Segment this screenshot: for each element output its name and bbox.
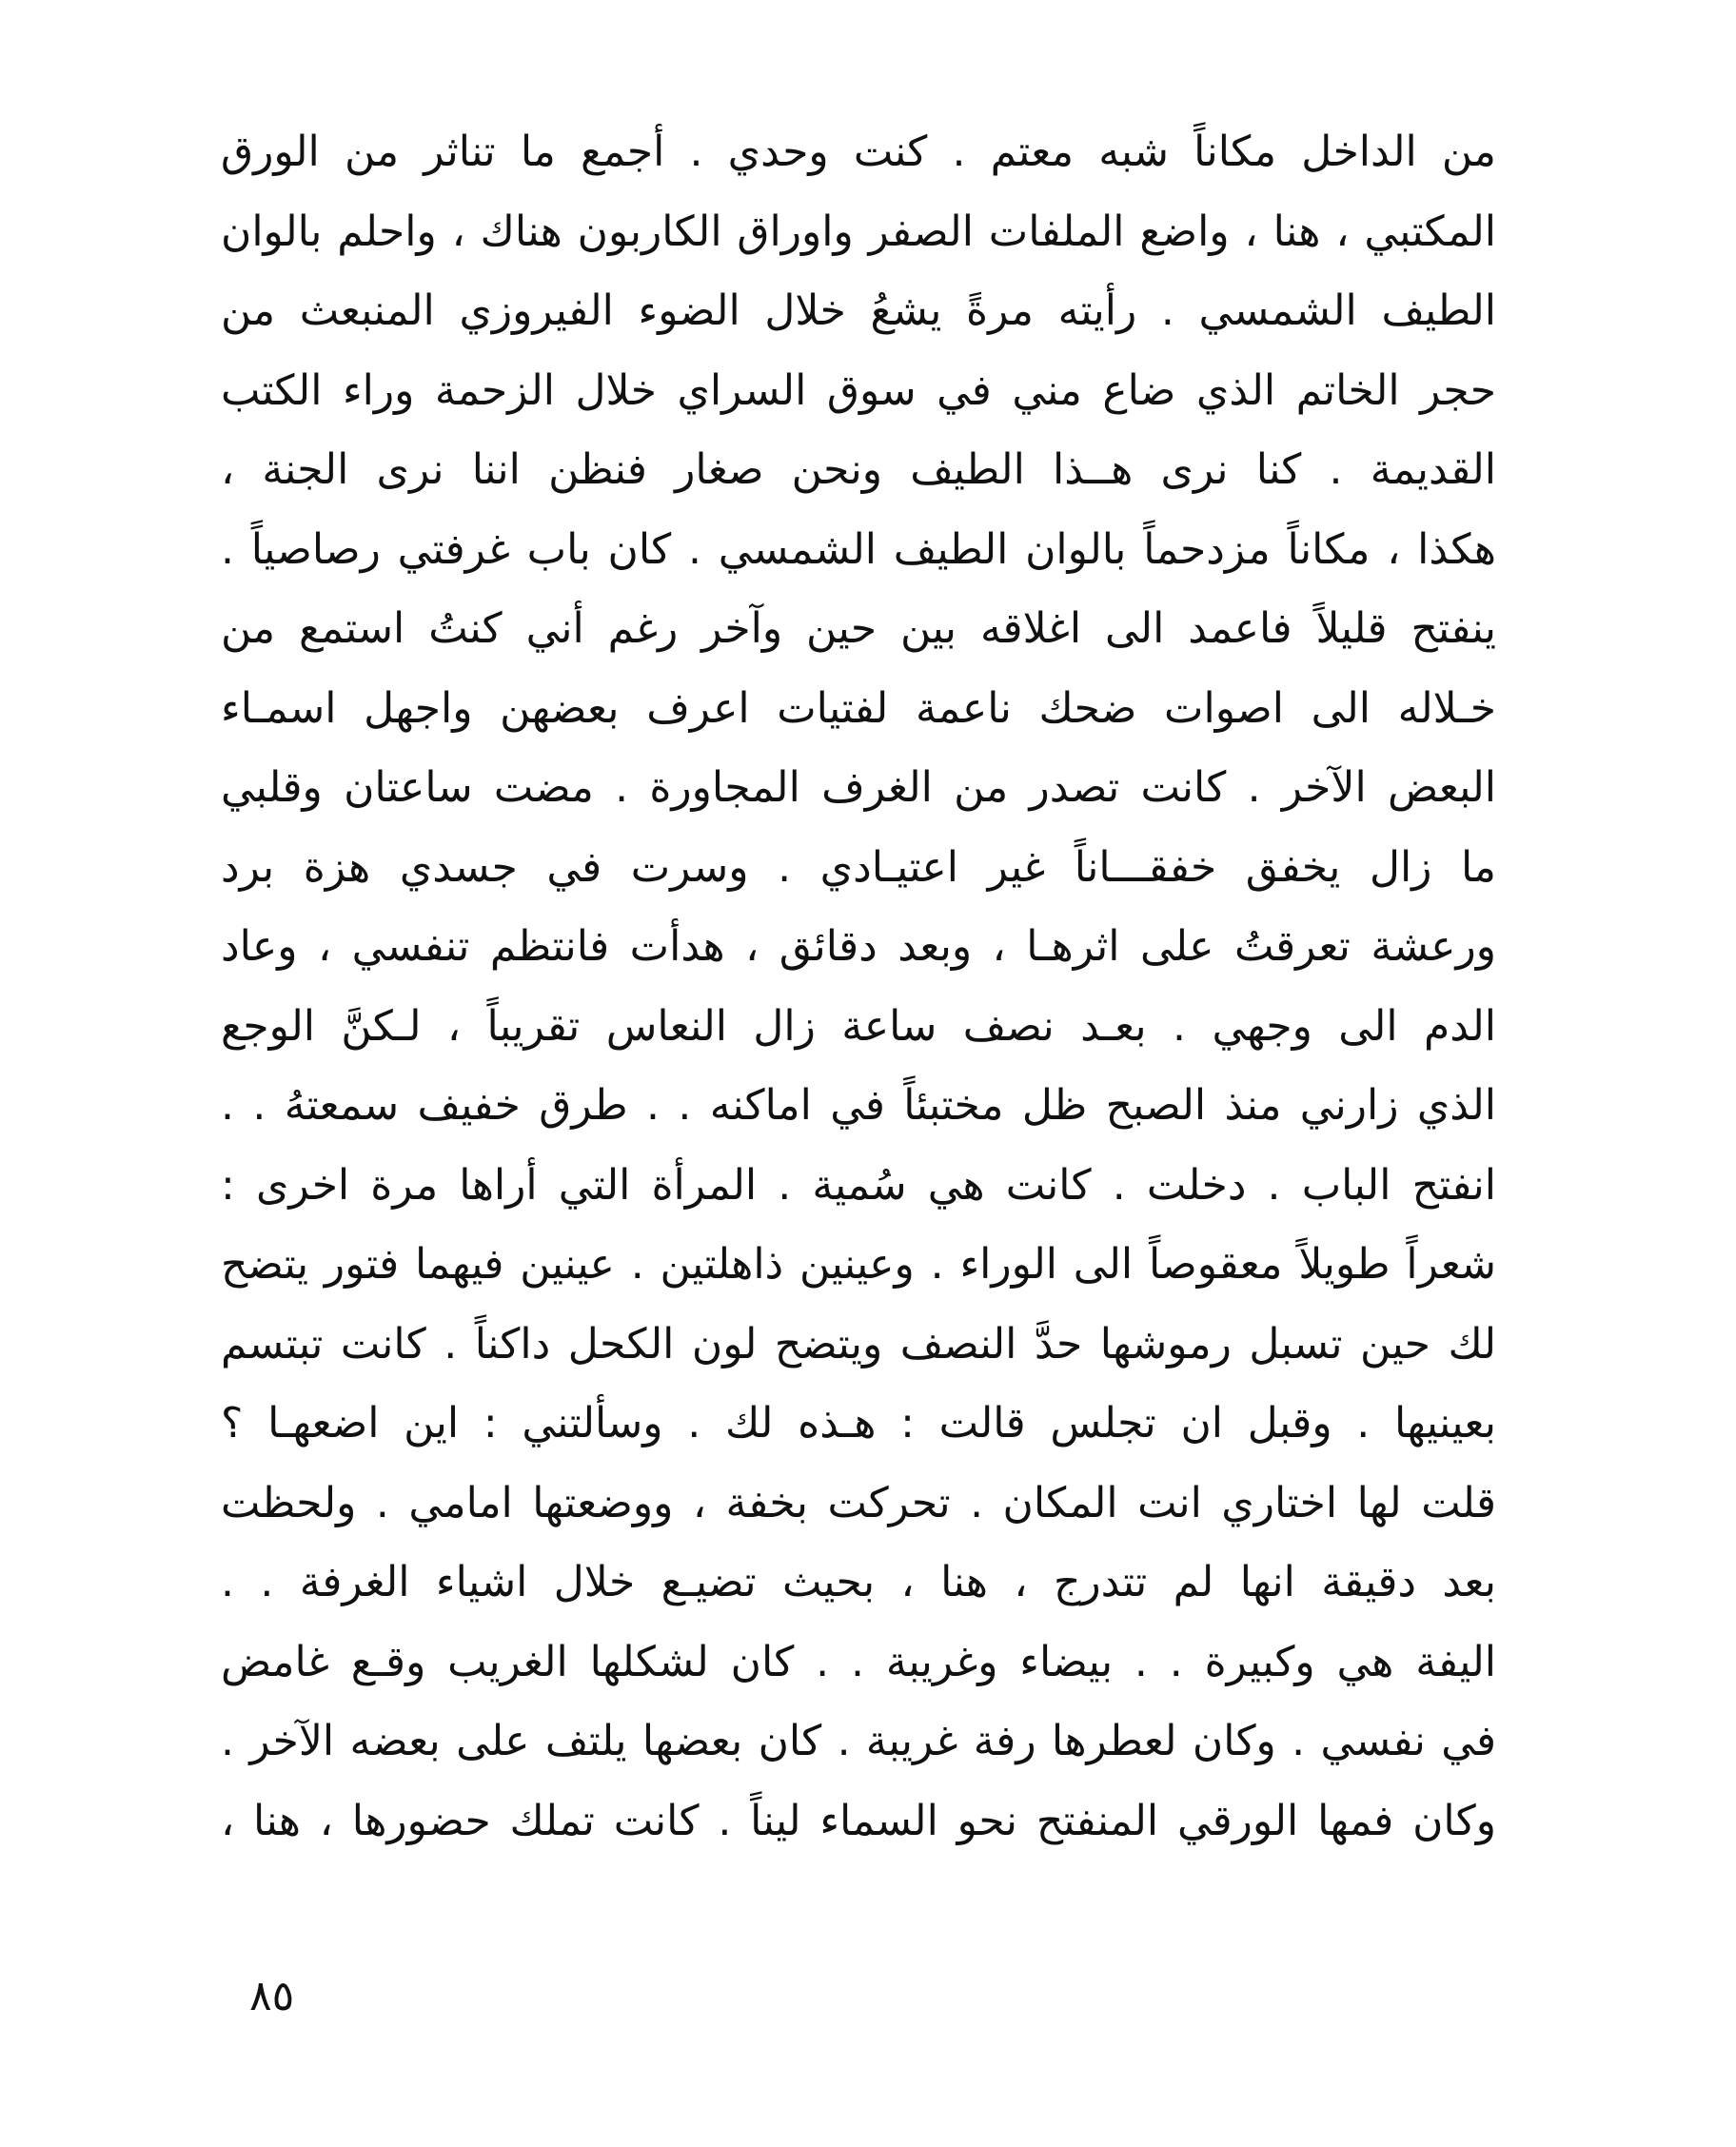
text-line-18: قلت لها اختاري انت المكان . تحركت بخفة ، ووضعتها امامي . ولحظت [221,1478,1496,1527]
text-line-1: من الداخل مكاناً شبه معتم . كنت وحدي . أجمع ما تناثر من الورق [221,128,1496,176]
text-line-20: اليفة هي وكبيرة . . بيضاء وغريبة . . كان لشكلها الغريب وقـع غامض [221,1637,1496,1686]
text-line-6: هكذا ، مكاناً مزدحماً بالوان الطيف الشمسي . كان باب غرفتي رصاصياً . [221,524,1496,574]
body-text [221,112,1496,1861]
text-line-3: الطيف الشمسي . رأيته مرةً يشعُ خلال الضوء الفيروزي المنبعث من [221,286,1496,335]
text-line-16: لك حين تسبل رموشها حدَّ النصف ويتضح لون الكحل داكناً . كانت تبتسم [221,1319,1496,1369]
text-line-19: بعد دقيقة انها لم تتدرج ، هنا ، بحيث تضيـع خلال اشياء الغرفة . . [221,1558,1496,1606]
text-line-11: ورعشة تعرقتُ على اثرهـا ، وبعد دقائق ، هدأت فانتظم تنفسي ، وعاد [221,922,1496,971]
page-number: ٨٥ [249,1972,295,2020]
text-line-8: خـلاله الى اصوات ضحك ناعمة لفتيات اعرف بعضهن واجهل اسمـاء [221,683,1496,733]
text-line-14: انفتح الباب . دخلت . كانت هي سُمية . المرأة التي أراها مرة اخرى : [221,1160,1496,1210]
text-line-15: شعراً طويلاً معقوصاً الى الوراء . وعينين ذاهلتين . عينين فيهما فتور يتضح [221,1240,1496,1289]
text-line-12: الدم الى وجهي . بعـد نصف ساعة زال النعاس تقريباً ، لـكنَّ الوجع [221,1001,1496,1051]
text-line-22: وكان فمها الورقي المنفتح نحو السماء ليناً . كانت تملك حضورها ، هنا ، [221,1796,1496,1845]
text-line-9: البعض الآخر . كانت تصدر من الغرف المجاورة . مضت ساعتان وقلبي [221,763,1496,812]
text-line-21: في نفسي . وكان لعطرها رفة غريبة . كان بعضها يلتف على بعضه الآخر . [221,1717,1496,1765]
text-line-5: القديمة . كنا نرى هــذا الطيف ونحن صغار فنظن اننا نرى الجنة ، [221,445,1496,494]
text-line-4: حجر الخاتم الذي ضاع مني في سوق السراي خلال الزحمة وراء الكتب [221,365,1496,415]
text-line-2: المكتبي ، هنا ، واضع الملفات الصفر واوراق الكاربون هناك ، واحلم بالوان [221,207,1496,256]
text-line-13: الذي زارني منذ الصبح ظل مختبئاً في اماكنه . . طرق خفيف سمعتهُ . . [221,1081,1496,1130]
text-line-7: ينفتح قليلاً فاعمد الى اغلاقه بين حين وآخر رغم أني كنتُ استمع من [221,604,1496,653]
text-line-17: بعينيها . وقبل ان تجلس قالت : هـذه لك . وسألتني : اين اضعهـا ؟ [221,1399,1496,1448]
text-line-10: ما زال يخفق خفقـــاناً غير اعتيـادي . وسرت في جسدي هزة برد [221,842,1496,892]
